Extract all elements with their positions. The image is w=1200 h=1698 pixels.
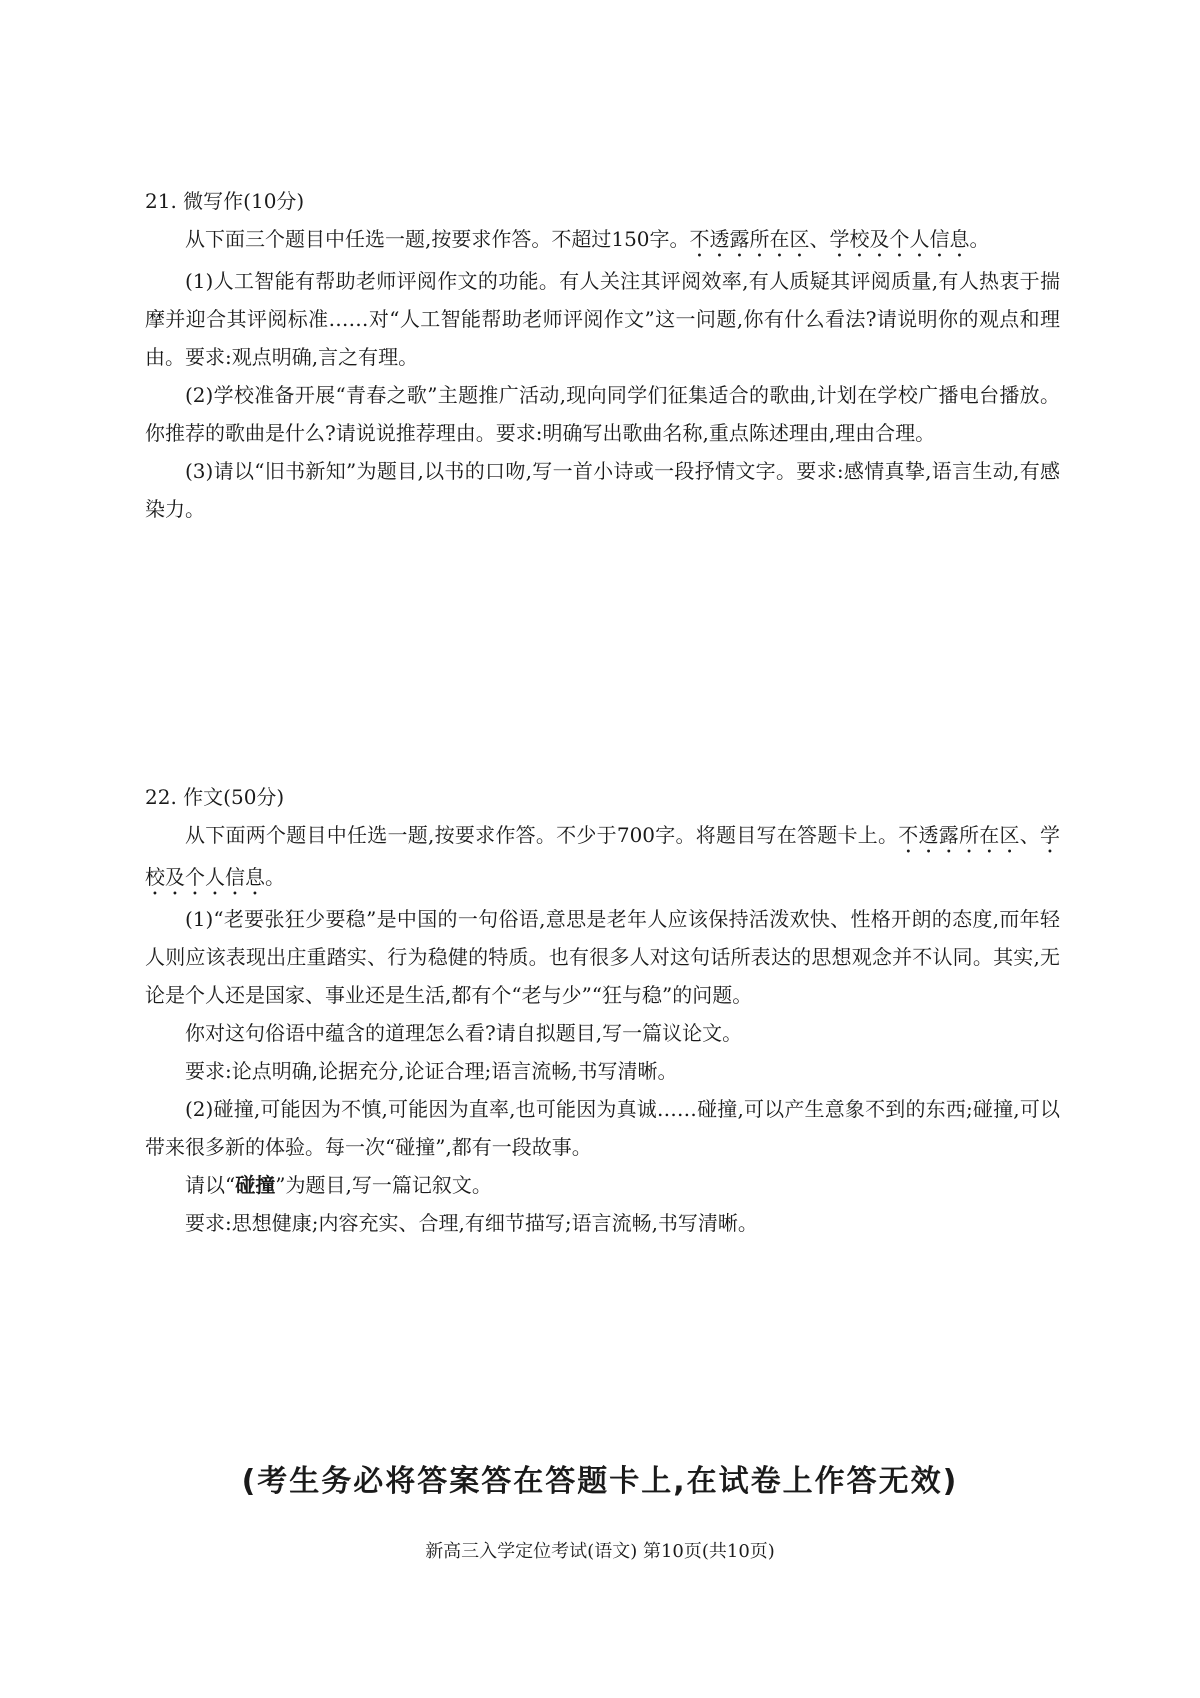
answer-sheet-notice: (考生务必将答案答在答题卡上,在试卷上作答无效) [241, 1464, 959, 1499]
instructions-text: 从下面两个题目中任选一题,按要求作答。不少于700字。将题目写在答题卡上。 [185, 823, 899, 847]
question-21 [145, 186, 1060, 528]
question-21-option-3: (3)请以“旧书新知”为题目,以书的口吻,写一首小诗或一段抒情文字。要求:感情真挚,语言生动,有感染力。 [145, 459, 1060, 521]
question-21-option-2: (2)学校准备开展“青春之歌”主题推广活动,现向同学们征集适合的歌曲,计划在学校广播电台播放。你推荐的歌曲是什么?请说说推荐理由。要求:明确写出歌曲名称,重点陈述理由,理由合理。 [145, 383, 1060, 445]
question-21-title: 21. 微写作(10分) [145, 189, 305, 213]
page-footer: 新高三入学定位考试(语文) 第10页(共10页) [425, 1541, 775, 1562]
emphasized-privacy-note: 不透露所在区、学校及个人信息 [145, 823, 1061, 889]
essay-topic: 碰撞 [235, 1173, 276, 1197]
question-22-option-2-task [145, 1166, 1060, 1204]
question-22-option-1: (1)“老要张狂少要稳”是中国的一句俗语,意思是老年人应该保持活泼欢快、性格开朗的态度,而年轻人则应该表现出庄重踏实、行为稳健的特质。也有很多人对这句话所表达的思想观念并不认同。其实,无论是个人还是国家、事业还是生活,都有个“老与少”“狂与稳”的问题。 [145, 907, 1060, 1007]
instructions-end: 。 [969, 227, 990, 251]
question-22-instructions [145, 816, 1060, 900]
question-22 [145, 782, 1060, 1242]
question-22-option-2-requirements: 要求:思想健康;内容充实、合理,有细节描写;语言流畅,书写清晰。 [185, 1211, 758, 1235]
emphasized-privacy-note: 不透露所在区、学校及个人信息 [689, 227, 970, 251]
question-22-option-2: (2)碰撞,可能因为不慎,可能因为直率,也可能因为真诚……碰撞,可以产生意象不到的东西;碰撞,可以带来很多新的体验。每一次“碰撞”,都有一段故事。 [145, 1097, 1060, 1159]
question-22-option-1-task: 你对这句俗语中蕴含的道理怎么看?请自拟题目,写一篇议论文。 [185, 1021, 743, 1045]
question-22-title: 22. 作文(50分) [145, 785, 285, 809]
task-prefix: 请以“ [185, 1173, 236, 1197]
question-21-option-1: (1)人工智能有帮助老师评阅作文的功能。有人关注其评阅效率,有人质疑其评阅质量,有人热衷于揣摩并迎合其评阅标准……对“人工智能帮助老师评阅作文”这一问题,你有什么看法?请说明你的观点和理由。要求:观点明确,言之有理。 [145, 269, 1060, 369]
question-21-instructions [145, 220, 1060, 262]
instructions-end: 。 [265, 865, 285, 889]
task-suffix: ”为题目,写一篇记叙文。 [275, 1173, 492, 1197]
question-22-option-1-requirements: 要求:论点明确,论据充分,论证合理;语言流畅,书写清晰。 [185, 1059, 678, 1083]
instructions-text: 从下面三个题目中任选一题,按要求作答。不超过150字。 [185, 227, 690, 251]
